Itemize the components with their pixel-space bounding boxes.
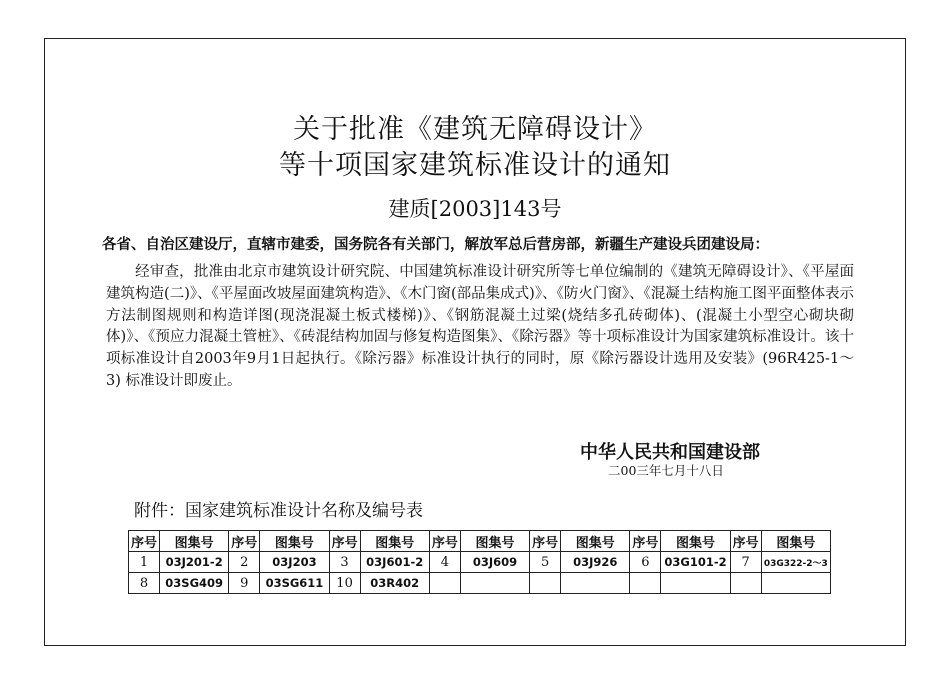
atlas-code [661, 573, 730, 594]
header-no: 序号 [530, 531, 561, 552]
row-number: 6 [630, 552, 661, 573]
header-no: 序号 [429, 531, 460, 552]
row-number: 2 [229, 552, 260, 573]
header-code: 图集号 [260, 531, 329, 552]
atlas-code: 03J203 [260, 552, 329, 573]
atlas-code: 03G101-2 [661, 552, 730, 573]
row-number [429, 573, 460, 594]
attachment-title: 附件：国家建筑标准设计名称及编号表 [134, 501, 423, 521]
row-number: 7 [730, 552, 761, 573]
header-code: 图集号 [460, 531, 529, 552]
atlas-code [561, 573, 630, 594]
row-number: 8 [129, 573, 160, 594]
atlas-code: 03SG611 [260, 573, 329, 594]
notice-title-line-1: 关于批准《建筑无障碍设计》 [293, 114, 657, 145]
atlas-code: 03J926 [561, 552, 630, 573]
atlas-code: 03G322-2～3 [761, 552, 830, 573]
table-row [129, 573, 831, 594]
document-number: 建质[2003]143号 [388, 197, 562, 221]
row-number [730, 573, 761, 594]
atlas-code: 03J201-2 [160, 552, 229, 573]
header-code: 图集号 [561, 531, 630, 552]
header-code: 图集号 [761, 531, 830, 552]
row-number: 10 [329, 573, 360, 594]
signature-organization: 中华人民共和国建设部 [580, 442, 760, 463]
row-number: 1 [129, 552, 160, 573]
header-no: 序号 [129, 531, 160, 552]
row-number: 4 [429, 552, 460, 573]
notice-title-line-2: 等十项国家建筑标准设计的通知 [279, 150, 671, 181]
row-number [630, 573, 661, 594]
atlas-code: 03J609 [460, 552, 529, 573]
header-no: 序号 [329, 531, 360, 552]
header-code: 图集号 [360, 531, 429, 552]
atlas-code [460, 573, 529, 594]
atlas-code: 03J601-2 [360, 552, 429, 573]
notice-body-text: 经审查，批准由北京市建筑设计研究院、中国建筑标准设计研究所等七单位编制的《建筑无障碍设计》、《平屋面建筑构造(二)》、《平屋面改坡屋面建筑构造》、《木门窗(部品集成式)》、《防火门窗》、《混凝土结构施工图平面整体表示方法制图规则和构造详图(现浇混凝土板式楼梯)》、《钢筋混凝土过梁(烧结多孔砖砌体)、(混凝土小型空心砌块砌体)》、《预应力混凝土管桩》、《砖混结构加固与修复构造图集》、《除污器》等十项标准设计为国家建筑标准设计。该十项标准设计自2003年9月1日起执行。《除污器》标准设计执行的同时，原《除污器设计选用及安装》(96R425-1～3) 标准设计即废止。 [106, 264, 854, 389]
addressee-line: 各省、自治区建设厅，直辖市建委，国务院各有关部门，解放军总后营房部，新疆生产建设兵团建设局： [102, 236, 769, 253]
attachment-table [128, 530, 831, 594]
atlas-code: 03R402 [360, 573, 429, 594]
notice-body [106, 262, 854, 393]
header-no: 序号 [229, 531, 260, 552]
atlas-code: 03SG409 [160, 573, 229, 594]
row-number: 5 [530, 552, 561, 573]
header-code: 图集号 [160, 531, 229, 552]
table-row [129, 552, 831, 573]
table-header-row [129, 531, 831, 552]
atlas-code [761, 573, 830, 594]
header-no: 序号 [730, 531, 761, 552]
header-no: 序号 [630, 531, 661, 552]
row-number: 3 [329, 552, 360, 573]
header-code: 图集号 [661, 531, 730, 552]
signature-date: 二00三年七月十八日 [608, 463, 724, 478]
row-number: 9 [229, 573, 260, 594]
row-number [530, 573, 561, 594]
